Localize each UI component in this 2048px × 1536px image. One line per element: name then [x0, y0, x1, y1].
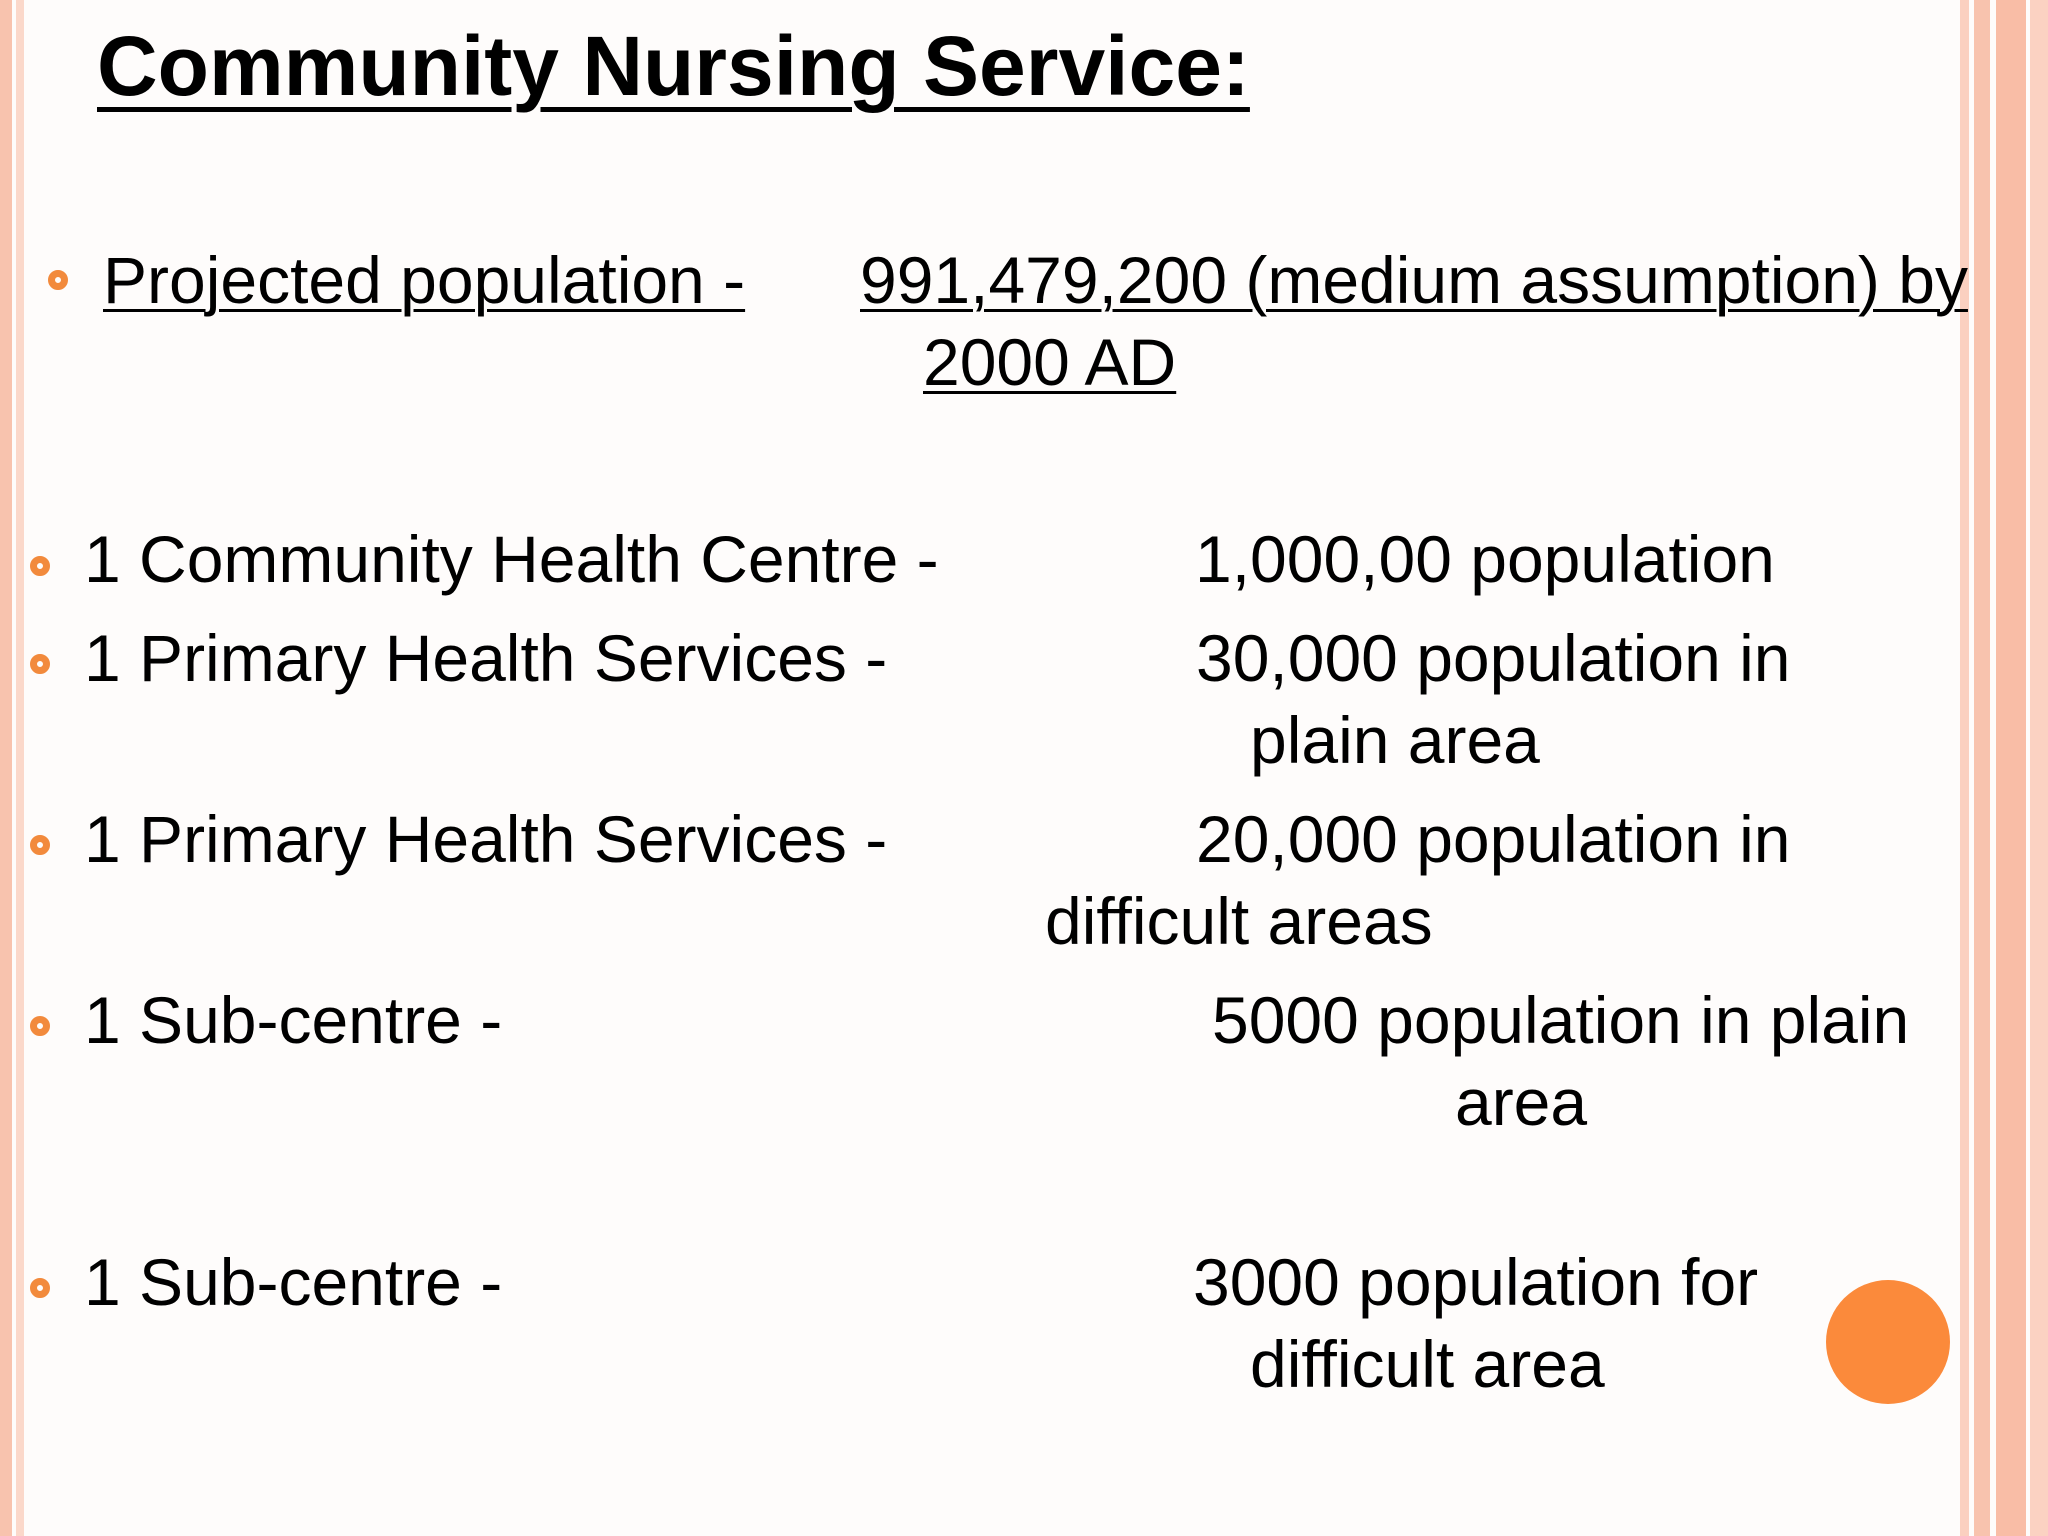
right-border-stripe	[1974, 0, 1990, 1536]
item-label: 1 Sub-centre -	[84, 1245, 503, 1319]
projection-label: Projected population -	[103, 243, 746, 317]
left-border-stripe	[0, 0, 12, 1536]
item-label: 1 Community Health Centre -	[84, 522, 939, 596]
bullet-icon	[30, 835, 50, 855]
item-value: 30,000 population in	[1196, 621, 1791, 695]
item-value: 1,000,00 population	[1195, 522, 1775, 596]
right-border-stripe	[1960, 0, 1969, 1536]
item-value: 20,000 population in	[1196, 802, 1791, 876]
item-value-continued: area	[1455, 1065, 1588, 1139]
item-value-continued: difficult area	[1250, 1327, 1605, 1401]
slide-title: Community Nursing Service:	[97, 19, 1250, 113]
item-value-continued: plain area	[1250, 703, 1540, 777]
left-border-stripe	[16, 0, 24, 1536]
item-value: 5000 population in plain	[1212, 983, 1910, 1057]
item-value-continued: difficult areas	[1045, 884, 1433, 958]
projection-value: 991,479,200 (medium assumption) by	[860, 243, 1968, 317]
bullet-icon	[30, 556, 50, 576]
bullet-icon	[30, 1016, 50, 1036]
item-label: 1 Sub-centre -	[84, 983, 503, 1057]
item-value: 3000 population for	[1193, 1245, 1759, 1319]
decorative-circle	[1826, 1280, 1950, 1404]
projection-value-continued: 2000 AD	[923, 325, 1177, 399]
item-label: 1 Primary Health Services -	[84, 802, 888, 876]
bullet-icon	[48, 270, 68, 290]
right-border-stripe	[2030, 0, 2048, 1536]
bullet-icon	[30, 654, 50, 674]
item-label: 1 Primary Health Services -	[84, 621, 888, 695]
right-border-stripe	[1996, 0, 2026, 1536]
bullet-icon	[30, 1278, 50, 1298]
